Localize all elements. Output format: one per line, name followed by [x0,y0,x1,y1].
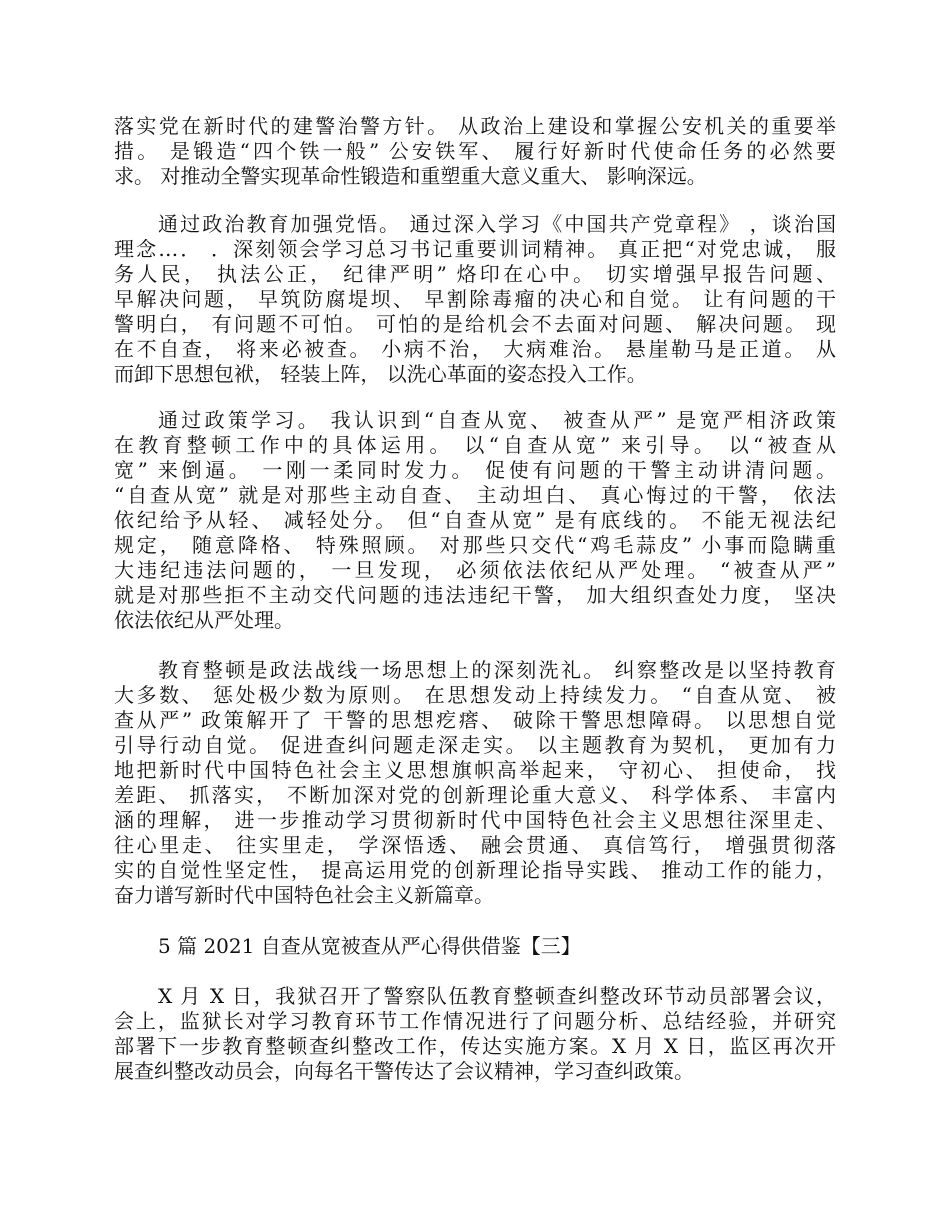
paragraph-1 [114,114,836,189]
text-line: X 月 X 日，我狱召开了警察队伍教育整顿查纠整改环节动员部署会议， [158,984,836,1008]
text-line: 而卸下思想包袱， 轻装上阵， 以洗心革面的姿态投入工作。 [114,362,647,386]
text-line: 依纪给予从轻、 减轻处分。 但“自查从宽” 是有底线的。 不能无视法纪 [114,508,836,532]
text-line: 求。 对推动全警实现革命性锻造和重塑重大意义重大、 影响深远。 [114,164,707,188]
text-line: 部署下一步教育整顿查纠整改工作，传达实施方案。X 月 X 日，监区再次开 [114,1034,836,1058]
paragraph-5 [114,984,836,1084]
text-line: 差距、 抓落实， 不断加深对党的创新理论重大意义、 科学体系、 丰富内 [114,783,836,807]
text-line: 措。 是锻造“四个铁一般” 公安铁军、 履行好新时代使命任务的必然要 [114,139,836,163]
paragraph-4 [114,658,836,908]
text-line: 会上，监狱长对学习教育环节工作情况进行了问题分析、总结经验，并研究 [114,1009,836,1033]
paragraph-3 [114,408,836,633]
section-heading: 5 篇 2021 自查从宽被查从严心得供借鉴【三】 [158,934,581,958]
text-line: 展查纠整改动员会，向每名干警传达了会议精神，学习查纠政策。 [114,1059,694,1083]
text-line: 通过政策学习。 我认识到“自查从宽、 被查从严” 是宽严相济政策 [158,408,836,432]
text-line: 就是对那些拒不主动交代问题的违法违纪干警， 加大组织查处力度， 坚决 [114,583,836,607]
text-line: 早解决问题， 早筑防腐堤坝、 早割除毒瘤的决心和自觉。 让有问题的干 [114,287,836,311]
paragraph-2 [114,212,836,387]
text-line: 涵的理解， 进一步推动学习贯彻新时代中国特色社会主义思想往深里走、 [114,808,836,832]
text-line: 大多数、 惩处极少数为原则。 在思想发动上持续发力。 “自查从宽、 被 [114,683,836,707]
text-line: 宽” 来倒逼。 一刚一柔同时发力。 促使有问题的干警主动讲清问题。 [114,458,836,482]
text-line: “自查从宽” 就是对那些主动自查、 主动坦白、 真心悔过的干警， 依法 [114,483,836,507]
text-line: 查从严” 政策解开了 干警的思想疙瘩、 破除干警思想障碍。 以思想自觉 [114,708,836,732]
text-line: 往心里走、 往实里走， 学深悟透、 融会贯通、 真信笃行， 增强贯彻落 [114,833,836,857]
text-line: 在不自查， 将来必被查。 小病不治， 大病难治。 悬崖勒马是正道。 从 [114,337,836,361]
text-line: 地把新时代中国特色社会主义思想旗帜高举起来， 守初心、 担使命， 找 [114,758,836,782]
text-line: 实的自觉性坚定性， 提高运用党的创新理论指导实践、 推动工作的能力， [114,858,836,882]
text-line: 理念…． ．深刻领会学习总习书记重要训词精神。 真正把“对党忠诚， 服 [114,237,836,261]
text-line: 落实党在新时代的建警治警方针。 从政治上建设和掌握公安机关的重要举 [114,114,836,138]
text-line: 大违纪违法问题的， 一旦发现， 必须依法依纪从严处理。 “被查从严” [114,558,836,582]
text-line: 教育整顿是政法战线一场思想上的深刻洗礼。 纠察整改是以坚持教育 [158,658,836,682]
text-line: 在教育整顿工作中的具体运用。 以“自查从宽” 来引导。 以“被查从 [114,433,836,457]
text-line: 依法依纪从严处理。 [114,608,294,632]
text-line: 奋力谱写新时代中国特色社会主义新篇章。 [114,883,494,907]
text-line: 通过政治教育加强党悟。 通过深入学习《中国共产党章程》 ，谈治国 [158,212,836,236]
text-line: 引导行动自觉。 促进查纠问题走深走实。 以主题教育为契机， 更加有力 [114,733,836,757]
text-line: 规定， 随意降格、 特殊照顾。 对那些只交代“鸡毛蒜皮” 小事而隐瞒重 [114,533,836,557]
text-line: 警明白， 有问题不可怕。 可怕的是给机会不去面对问题、 解决问题。 现 [114,312,836,336]
text-line: 务人民， 执法公正， 纪律严明” 烙印在心中。 切实增强早报告问题、 [114,262,836,286]
